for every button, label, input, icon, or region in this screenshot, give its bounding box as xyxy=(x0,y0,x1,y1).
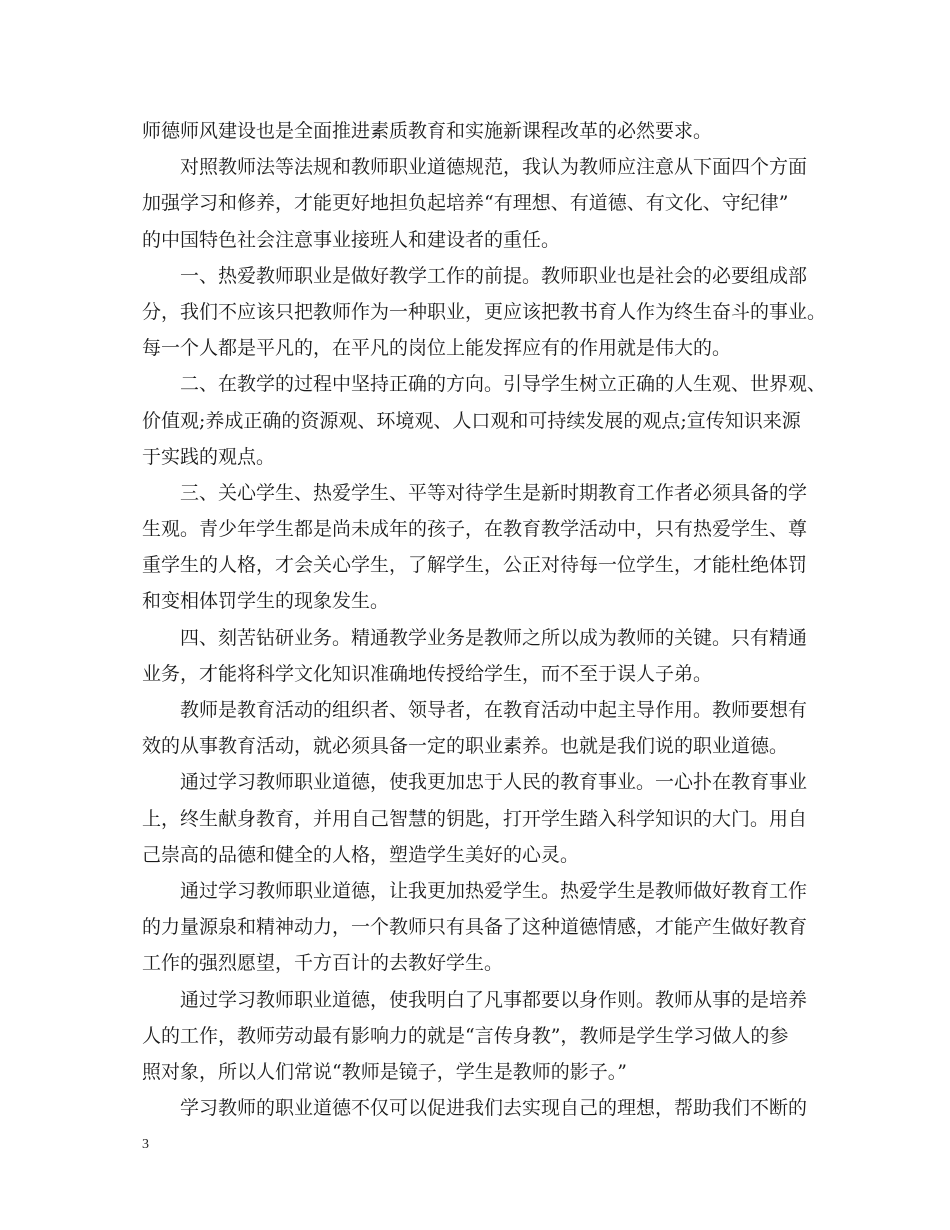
page-number: 3 xyxy=(142,1137,149,1152)
text-line: 价值观;养成正确的资源观、环境观、人口观和可持续发展的观点;宣传知识来源 xyxy=(142,409,801,432)
text-line: 工作的强烈愿望，千方百计的去教好学生。 xyxy=(142,952,504,975)
text-line: 的中国特色社会注意事业接班人和建设者的重任。 xyxy=(142,228,561,251)
body-text xyxy=(142,113,832,1126)
text-line: 上，终生献身教育，并用自己智慧的钥匙，打开学生踏入科学知识的大门。用自 xyxy=(142,807,808,830)
text-line: 二、在教学的过程中坚持正确的方向。引导学生树立正确的人生观、世界观、 xyxy=(180,373,827,396)
text-line: 生观。青少年学生都是尚未成年的孩子，在教育教学活动中，只有热爱学生、尊 xyxy=(142,518,808,541)
text-line: 四、刻苦钻研业务。精通教学业务是教师之所以成为教师的关键。只有精通 xyxy=(180,626,808,649)
text-line: 于实践的观点。 xyxy=(142,445,276,468)
text-line: 三、关心学生、热爱学生、平等对待学生是新时期教育工作者必须具备的学 xyxy=(180,481,808,504)
text-line: 业务，才能将科学文化知识准确地传授给学生，而不至于误人子弟。 xyxy=(142,662,713,685)
text-line: 学习教师的职业道德不仅可以促进我们去实现自己的理想，帮助我们不断的 xyxy=(180,1097,808,1120)
text-line: 重学生的人格，才会关心学生，了解学生，公正对待每一位学生，才能杜绝体罚 xyxy=(142,554,808,577)
text-line: 每一个人都是平凡的，在平凡的岗位上能发挥应有的作用就是伟大的。 xyxy=(142,337,732,360)
text-line: 通过学习教师职业道德，使我更加忠于人民的教育事业。一心扑在教育事业 xyxy=(180,771,808,794)
text-line: 和变相体罚学生的现象发生。 xyxy=(142,590,390,613)
text-line: 通过学习教师职业道德，让我更加热爱学生。热爱学生是教师做好教育工作 xyxy=(180,879,808,902)
text-line: 人的工作，教师劳动最有影响力的就是“言传身教”，教师是学生学习做人的参 xyxy=(142,1024,789,1047)
text-line: 教师是教育活动的组织者、领导者，在教育活动中起主导作用。教师要想有 xyxy=(180,699,808,721)
text-line: 一、热爱教师职业是做好教学工作的前提。教师职业也是社会的必要组成部 xyxy=(180,264,808,287)
text-line: 加强学习和修养，才能更好地担负起培养“有理想、有道德、有文化、守纪律” xyxy=(142,192,789,215)
text-line: 照对象，所以人们常说“教师是镜子，学生是教师的影子。” xyxy=(142,1060,627,1083)
text-line: 效的从事教育活动，就必须具备一定的职业素养。也就是我们说的职业道德。 xyxy=(142,735,789,758)
text-line: 通过学习教师职业道德，使我明白了凡事都要以身作则。教师从事的是培养 xyxy=(180,988,808,1011)
text-line: 己崇高的品德和健全的人格，塑造学生美好的心灵。 xyxy=(142,843,580,866)
text-line: 的力量源泉和精神动力，一个教师只有具备了这种道德情感，才能产生做好教育 xyxy=(142,916,808,939)
text-line: 分，我们不应该只把教师作为一种职业，更应该把教书育人作为终生奋斗的事业。 xyxy=(142,300,827,323)
text-line: 对照教师法等法规和教师职业道德规范，我认为教师应注意从下面四个方面 xyxy=(180,156,808,179)
text-line: 师德师风建设也是全面推进素质教育和实施新课程改革的必然要求。 xyxy=(142,120,713,142)
